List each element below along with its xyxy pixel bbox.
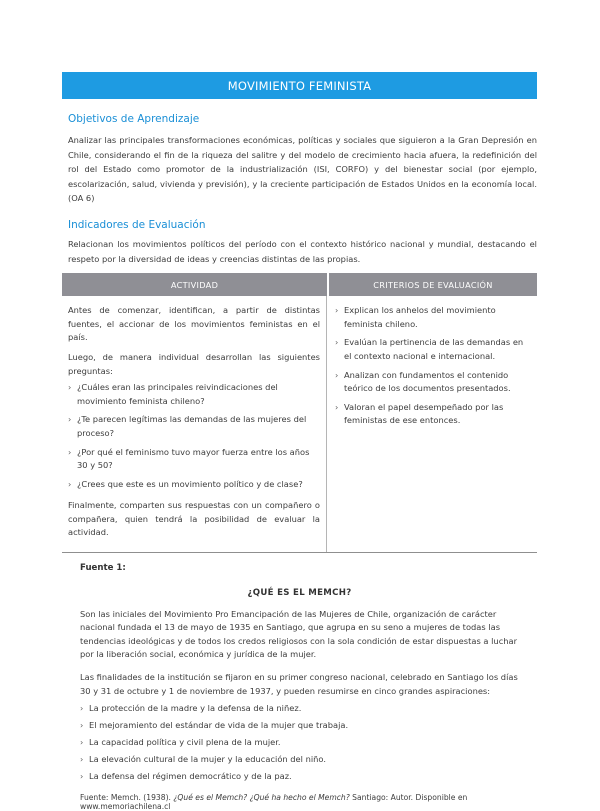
- fuente-label: Fuente 1:: [80, 563, 126, 574]
- question-item: › ¿Por qué el feminismo tuvo mayor fuerza entre los años 30 y 50?: [68, 446, 320, 473]
- page-title-banner: [62, 72, 537, 99]
- aspiracion-item: › La defensa del régimen democrático y de la paz.: [80, 770, 530, 783]
- criterio-item: › Analizan con fundamentos el contenido teórico de los documentos presentados.: [335, 369, 531, 396]
- page: [62, 72, 537, 811]
- aspiracion-item: › La elevación cultural de la mujer y la educación del niño.: [80, 753, 530, 766]
- aspiracion-item: › La protección de la madre y la defensa de la niñez.: [80, 702, 530, 715]
- source-citation: [80, 793, 530, 811]
- objetivos-heading: Objetivos de Aprendizaje: [68, 113, 200, 125]
- page-title: MOVIMIENTO FEMINISTA: [227, 78, 372, 93]
- header-criterios: CRITERIOS DE EVALUACIÓN: [327, 273, 537, 296]
- header-actividad: ACTIVIDAD: [62, 273, 327, 296]
- table-body: [62, 296, 537, 552]
- source-paragraph-1: Son las iniciales del Movimiento Pro Emancipación de las Mujeres de Chile, organización de carácter nacional fundada el 13 de mayo de 1935 en Santiago, que agrupa en su seno a mujeres de todas las tendencias ideológicas y de todos los credos religiosos con la sola condición de estar dispuestas a luchar por la liberación social, económica y jurídica de la mujer.: [80, 609, 518, 659]
- criterio-item: › Explican los anhelos del movimiento feminista chileno.: [335, 304, 531, 331]
- aspiracion-item: › El mejoramiento del estándar de vida de la mujer que trabaja.: [80, 719, 530, 732]
- question-item: › ¿Cuáles eran las principales reivindicaciones del movimiento feminista chileno?: [68, 381, 320, 408]
- table-header: [62, 273, 537, 296]
- activity-table: [62, 273, 537, 553]
- objetivos-text: Analizar las principales transformaciones económicas, políticas y sociales que siguieron a la Gran Depresión en Chile, considerando el fin de la riqueza del salitre y del modelo de crecimiento hacia afuera, la redefinición del rol del Estado como promotor de la industrialización (ISI, CORFO) y del bienestar social (por ejemplo, escolarización, salud, vivienda y previsión), y la creciente participación de Estados Unidos en la economía local. (OA 6): [68, 135, 537, 204]
- citation-prefix: Fuente: Memch. (1938).: [80, 792, 174, 802]
- criterio-item: › Evalúan la pertinencia de las demandas en el contexto nacional e internacional.: [335, 336, 531, 363]
- indicadores-heading: Indicadores de Evaluación: [68, 218, 206, 231]
- criterio-item: › Valoran el papel desempeñado por las feministas de ese entonces.: [335, 401, 531, 428]
- indicadores-text: Relacionan los movimientos políticos del período con el contexto histórico nacional y mundial, destacando el respeto por la diversidad de ideas y creencias distintas de las propias.: [68, 238, 537, 264]
- criterios-cell: [327, 296, 537, 552]
- source-title: ¿QUÉ ES EL MEMCH?: [247, 588, 352, 599]
- question-item: › ¿Crees que este es un movimiento político y de clase?: [68, 478, 320, 492]
- source-body: [80, 608, 530, 811]
- actividad-instructions: Luego, de manera individual desarrollan las siguientes preguntas:: [68, 351, 320, 376]
- actividad-final: Finalmente, comparten sus respuestas con un compañero o compañera, quien tendrá la posibilidad de evaluar la actividad.: [68, 500, 320, 538]
- aspiracion-item: › La capacidad política y civil plena de la mujer.: [80, 736, 530, 749]
- actividad-intro: Antes de comenzar, identifican, a partir de distintas fuentes, el accionar de los movimientos feministas en el país.: [68, 305, 320, 343]
- actividad-cell: [62, 296, 327, 552]
- citation-suffix: Santiago: Autor. Disponible en www.memoriachilena.cl: [80, 792, 468, 811]
- question-item: › ¿Te parecen legítimas las demandas de las mujeres del proceso?: [68, 413, 320, 440]
- citation-title: ¿Qué es el Memch? ¿Qué ha hecho el Memch?: [173, 792, 350, 802]
- source-paragraph-2: Las finalidades de la institución se fijaron en su primer congreso nacional, celebrado en Santiago los días 30 y 31 de octubre y 1 de noviembre de 1937, y pueden resumirse en cinco grandes aspiraciones:: [80, 672, 518, 696]
